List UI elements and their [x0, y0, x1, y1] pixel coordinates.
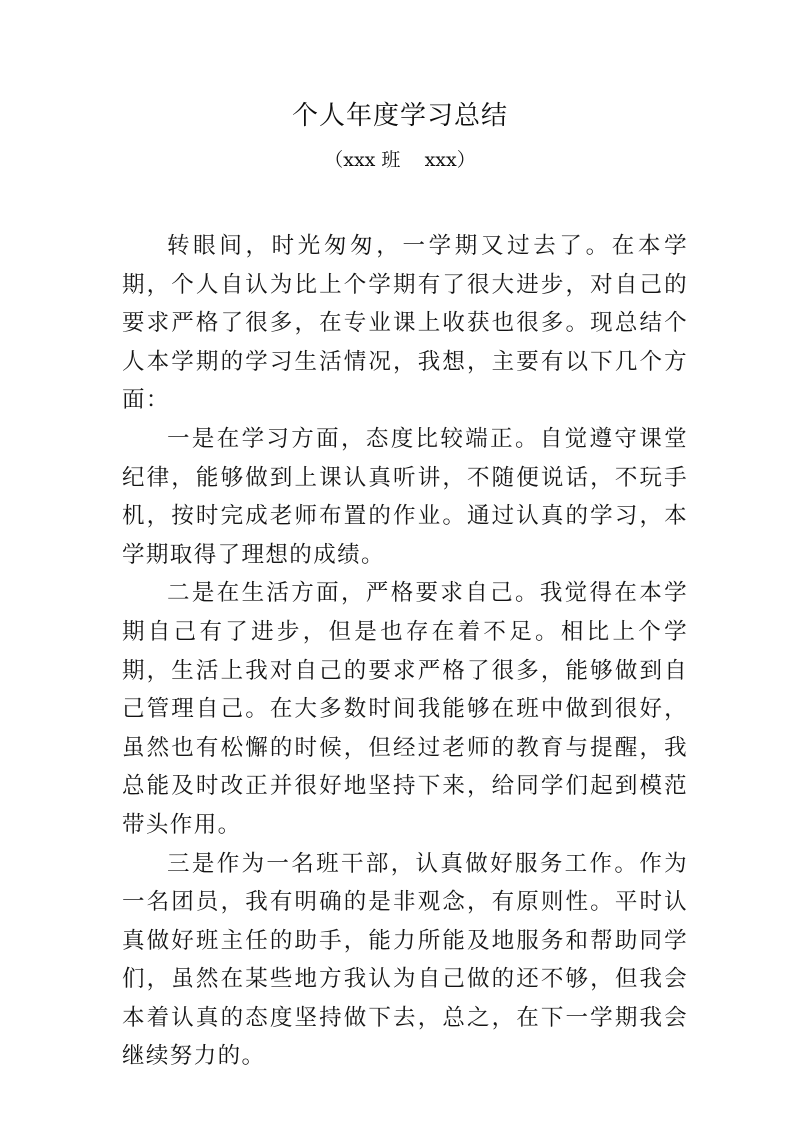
document-title: 个人年度学习总结 — [291, 101, 508, 131]
paragraph-life: 二是在生活方面，严格要求自己。我觉得在本学期自己有了进步，但是也存在着不足。相比上个学期，生活上我对自己的要求严格了很多，能够做到自己管理自己。在大多数时间我能够在班中做到很好，虽然也有松懈的时候，但经过老师的教育与提醒，我总能及时改正并很好地坚持下来，给同学们起到模范带头作用。 — [122, 580, 688, 838]
paragraph-study: 一是在学习方面，态度比较端正。自觉遵守课堂纪律，能够做到上课认真听讲，不随便说话，不玩手机，按时完成老师布置的作业。通过认真的学习，本学期取得了理想的成绩。 — [122, 425, 688, 568]
paragraph-class-cadre: 三是作为一名班干部，认真做好服务工作。作为一名团员，我有明确的是非观念，有原则性。平时认真做好班主任的助手，能力所能及地服务和帮助同学们，虽然在某些地方我认为自己做的还不够，但我会本着认真的态度坚持做下去，总之，在下一学期我会继续努力的。 — [122, 850, 688, 1070]
document-subtitle: （xxx 班 xxx） — [324, 149, 476, 171]
paragraph-intro: 转眼间，时光匆匆，一学期又过去了。在本学期，个人自认为比上个学期有了很大进步，对自己的要求严格了很多，在专业课上收获也很多。现总结个人本学期的学习生活情况，我想，主要有以下几个方面： — [122, 233, 688, 414]
document-body — [122, 227, 688, 1076]
